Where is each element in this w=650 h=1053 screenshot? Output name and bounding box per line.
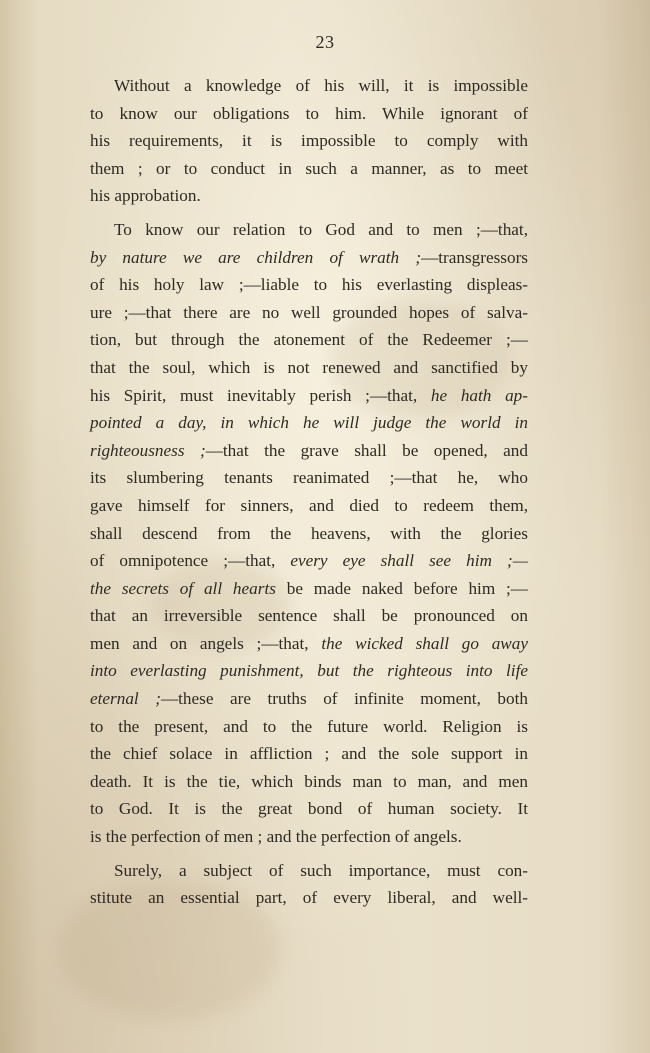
text-line — [90, 630, 528, 658]
text-line: To know our relation to God and to men ;—that, — [114, 219, 528, 239]
text-line — [90, 575, 528, 603]
text-line — [90, 685, 528, 713]
text-line: of his holy law ;—liable to his everlasting displeas- — [90, 275, 528, 295]
text-line: tion, but through the atonement of the Redeemer ;— — [90, 330, 528, 350]
italic-span: into everlasting punishment, but the righteous into life — [90, 661, 528, 681]
italic-span: he hath ap- — [430, 385, 528, 405]
italic-span: the secrets of all hearts — [90, 578, 287, 598]
text-line: that the soul, which is not renewed and sanctified by — [90, 357, 528, 377]
text-line: ure ;—that there are no well grounded hopes of salva- — [90, 302, 528, 322]
roman-span: be made naked before him ;— — [286, 578, 528, 598]
text-line: them ; or to conduct in such a manner, as to meet — [90, 158, 528, 178]
text-line — [90, 657, 528, 685]
text-line — [90, 547, 528, 575]
roman-span: of omnipotence ;—that, — [90, 551, 291, 571]
text-line: is the perfection of men ; and the perfection of angels. — [90, 827, 462, 847]
text-line: that an irreversible sentence shall be pronounced on — [90, 606, 528, 626]
body-text — [90, 72, 528, 912]
text-line: to God. It is the great bond of human society. It — [90, 799, 528, 819]
text-line: gave himself for sinners, and died to redeem them, — [90, 495, 528, 515]
italic-span: righteousness ; — [90, 440, 206, 460]
text-line: his approbation. — [90, 186, 201, 206]
roman-span: men and on angels ;—that, — [90, 633, 322, 653]
page-number: 23 — [315, 32, 335, 52]
text-line: Surely, a subject of such importance, must con- — [114, 860, 528, 880]
italic-span: pointed a day, in which he will judge the world in — [90, 413, 528, 433]
text-line: his requirements, it is impossible to comply with — [90, 131, 528, 151]
roman-span: —these are truths of infinite moment, both — [160, 689, 528, 709]
text-line: to the present, and to the future world. Religion is — [90, 716, 528, 736]
italic-span: by nature we are children of wrath ; — [90, 247, 422, 267]
italic-span: the wicked shall go away — [321, 633, 528, 653]
text-line: to know our obligations to him. While ignorant of — [90, 103, 528, 123]
roman-span: his Spirit, must inevitably perish ;—that, — [90, 385, 431, 405]
italic-span: eternal ; — [90, 689, 161, 709]
roman-span: —that the grave shall be opened, and — [205, 440, 528, 460]
text-line — [90, 382, 528, 410]
text-line: shall descend from the heavens, with the glories — [90, 523, 528, 543]
text-line: death. It is the tie, which binds man to man, and men — [90, 771, 528, 791]
text-line: stitute an essential part, of every liberal, and well- — [90, 888, 528, 908]
text-line: its slumbering tenants reanimated ;—that he, who — [90, 468, 528, 488]
roman-span: —transgressors — [421, 247, 528, 267]
text-line — [90, 244, 528, 272]
text-line: Without a knowledge of his will, it is impossible — [114, 76, 528, 95]
text-line: the chief solace in affliction ; and the sole support in — [90, 744, 528, 764]
italic-span: every eye shall see him ;— — [290, 551, 528, 571]
text-line — [90, 437, 528, 465]
text-line — [90, 409, 528, 437]
